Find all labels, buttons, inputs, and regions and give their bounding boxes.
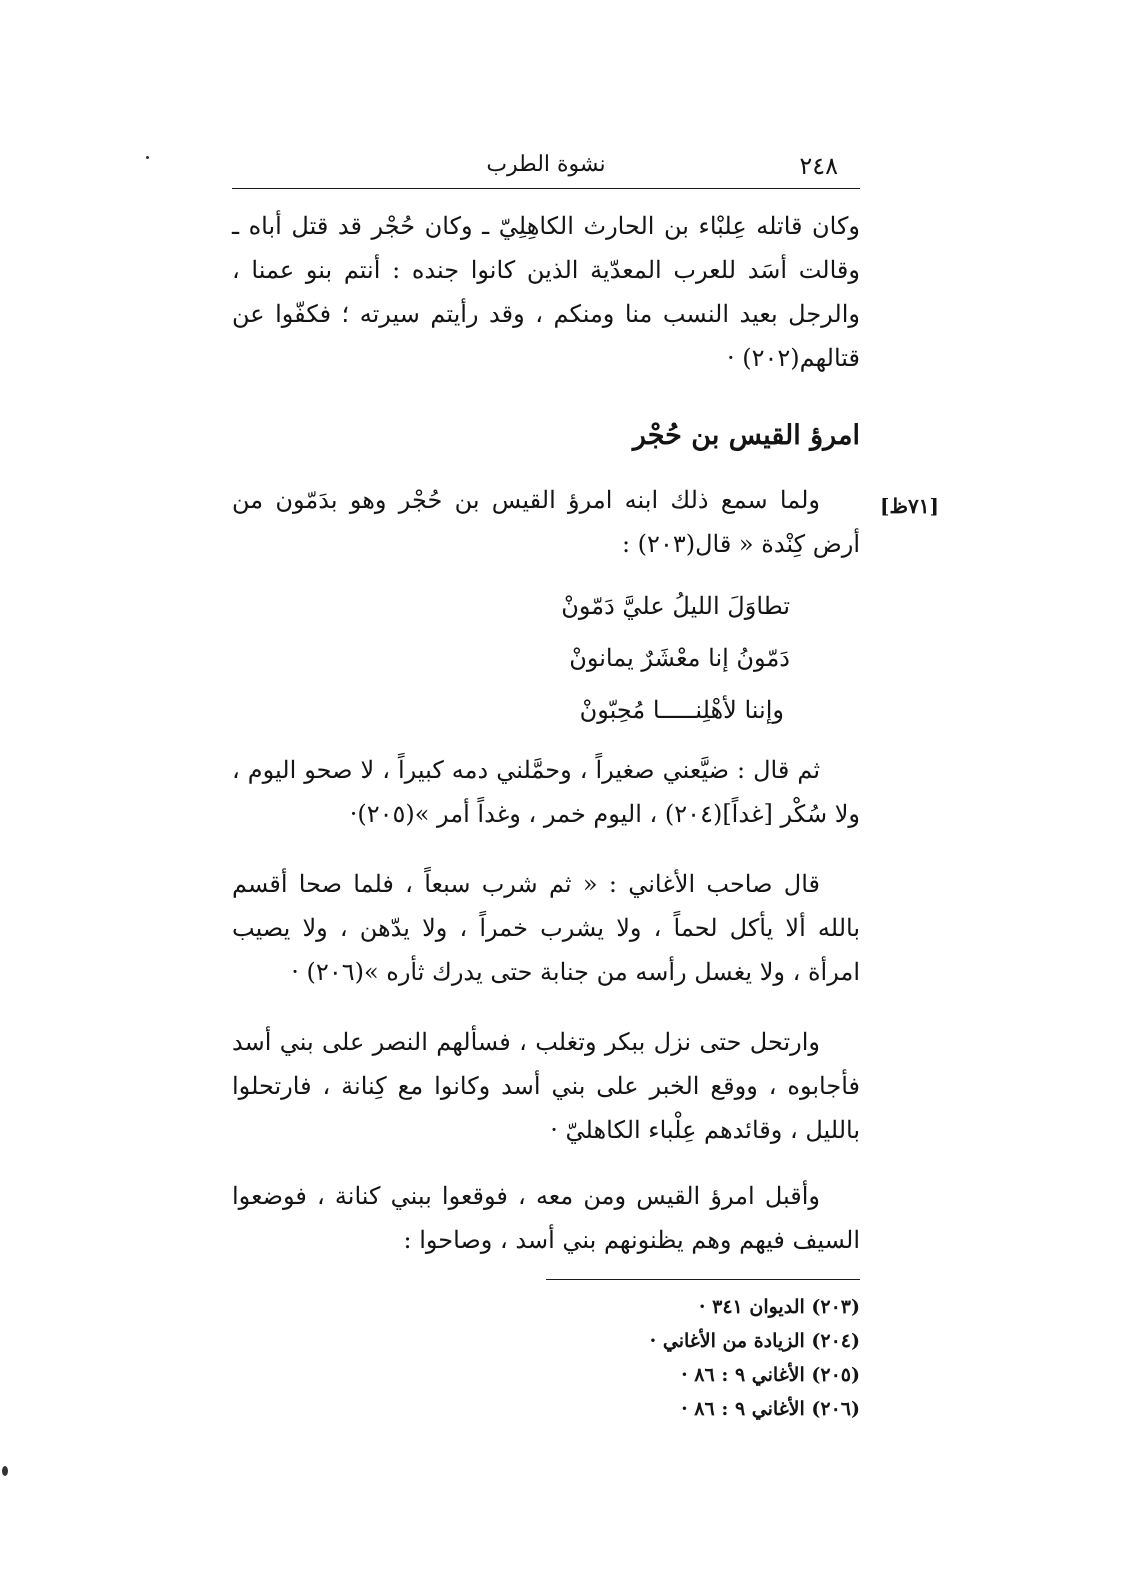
page-number: ٢٤٨ <box>799 152 838 180</box>
paragraph-6: وأقبل امرؤ القيس ومن معه ، فوقعوا ببني كنانة ، فوضعوا السيف فيهم وهم يظنونهم بني أسد ، وصاحوا : <box>232 1182 860 1254</box>
running-title: نشوة الطرب <box>486 152 606 177</box>
page-header <box>232 150 860 189</box>
paragraph-1: وكان قاتله عِلبْاء بن الحارث الكاهِلِيّ ـ وكان حُجْر قد قتل أباه ـ وقالت أسَد للعرب المعدّية الذين كانوا جنده : أنتم بنو عمنا ، والرجل بعيد النسب منا ومنكم ، وقد رأيتم سيرته ؛ فكفّوا عن قتالهم(٢٠٢) · <box>232 212 860 372</box>
footnote: (٢٠٥) الأغاني ٩ : ٨٦ · <box>681 1364 860 1386</box>
footnote: (٢٠٣) الديوان ٣٤١ · <box>698 1296 860 1318</box>
folio-margin-mark: [٧١ظ] <box>880 494 939 518</box>
paragraph-2: ولما سمع ذلك ابنه امرؤ القيس بن حُجْر وهو بدَمّون من أرض كِنْدة « قال(٢٠٣) : <box>232 486 860 558</box>
verse-line: وإننا لأهْلِنـــــا مُحِبّونْ <box>579 696 784 724</box>
footnotes-list <box>546 1290 860 1426</box>
paragraph-5: وارتحل حتى نزل ببكر وتغلب ، فسألهم النصر على بني أسد فأجابوه ، ووقع الخبر على بني أسد وكانوا مع كِنانة ، فارتحلوا بالليل ، وقائدهم عِلْباء الكاهليّ · <box>232 1028 860 1144</box>
scan-speck <box>2 1466 8 1476</box>
paragraph-3: ثم قال : ضيَّعني صغيراً ، وحمَّلني دمه كبيراً ، لا صحو اليوم ، ولا سُكْر [غداً](٢٠٤) ، اليوم خمر ، وغداً أمر »(٢٠٥)· <box>232 756 860 828</box>
section-heading: امرؤ القيس بن حُجْر <box>632 420 860 451</box>
footnote: (٢٠٦) الأغاني ٩ : ٨٦ · <box>681 1398 860 1420</box>
poem-verses <box>430 580 790 736</box>
scan-speck <box>146 156 149 159</box>
verse-line: دَمّونُ إنا معْشَرٌ يمانونْ <box>569 644 790 672</box>
paragraph-4: قال صاحب الأغاني : « ثم شرب سبعاً ، فلما صحا أقسم بالله ألا يأكل لحماً ، ولا يشرب خمراً ، ولا يدّهن ، ولا يصيب امرأة ، ولا يغسل رأسه من جنابة حتى يدرك ثأره »(٢٠٦) · <box>232 870 860 986</box>
footnote-divider <box>546 1279 860 1280</box>
verse-line: تطاوَلَ الليلُ عليَّ دَمّونْ <box>561 592 790 620</box>
footnote: (٢٠٤) الزيادة من الأغاني · <box>649 1330 860 1352</box>
